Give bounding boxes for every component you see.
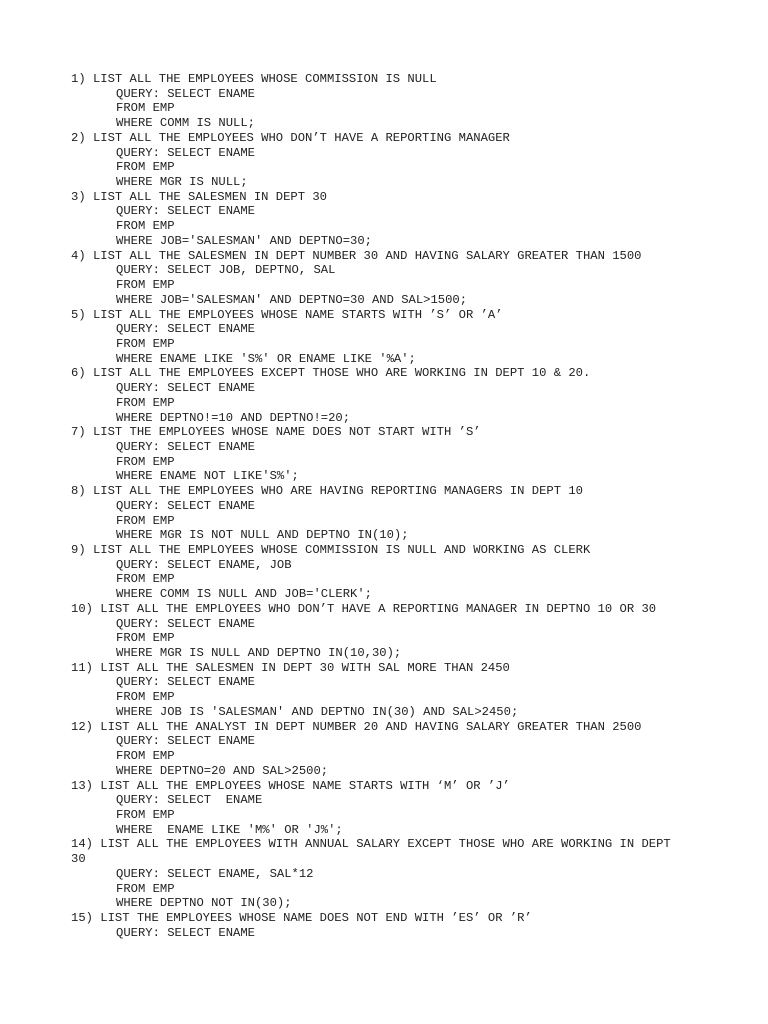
query-line: WHERE ENAME LIKE 'M%' OR 'J%'; [116, 822, 343, 837]
question-heading-2: 2) LIST ALL THE EMPLOYEES WHO DON’T HAVE A REPORTING MANAGER [71, 130, 510, 145]
question-heading-8: 8) LIST ALL THE EMPLOYEES WHO ARE HAVING REPORTING MANAGERS IN DEPT 10 [71, 484, 583, 499]
document-page [71, 72, 701, 940]
query-line: WHERE COMM IS NULL AND JOB='CLERK'; [116, 587, 372, 602]
query-line: WHERE DEPTNO=20 AND SAL>2500; [116, 763, 329, 778]
query-line: FROM EMP [116, 881, 175, 896]
query-line: WHERE JOB='SALESMAN' AND DEPTNO=30 AND SAL>1500; [116, 292, 468, 307]
query-line: QUERY: SELECT ENAME [116, 734, 255, 749]
query-line: WHERE ENAME LIKE 'S%' OR ENAME LIKE '%A'; [116, 351, 416, 366]
query-line: FROM EMP [116, 219, 175, 234]
query-line: FROM EMP [116, 749, 175, 764]
question-heading-11: 11) LIST ALL THE SALESMEN IN DEPT 30 WITH SAL MORE THAN 2450 [71, 660, 510, 675]
query-line: FROM EMP [116, 690, 175, 705]
query-line: QUERY: SELECT ENAME, SAL*12 [116, 866, 314, 881]
query-line: FROM EMP [116, 454, 175, 469]
query-line: QUERY: SELECT ENAME [116, 675, 255, 690]
query-line: WHERE JOB IS 'SALESMAN' AND DEPTNO IN(30) AND SAL>2450; [116, 704, 519, 719]
question-heading-15: 15) LIST THE EMPLOYEES WHOSE NAME DOES NOT END WITH ’ES’ OR ’R’ [71, 910, 532, 925]
question-heading-5: 5) LIST ALL THE EMPLOYEES WHOSE NAME STARTS WITH ’S’ OR ’A’ [71, 307, 503, 322]
question-heading-13: 13) LIST ALL THE EMPLOYEES WHOSE NAME STARTS WITH ‘M’ OR ’J’ [71, 778, 510, 793]
query-line: FROM EMP [116, 513, 175, 528]
query-line: QUERY: SELECT ENAME [116, 204, 255, 219]
query-line: QUERY: SELECT ENAME [116, 322, 255, 337]
query-line: FROM EMP [116, 807, 175, 822]
question-heading-3: 3) LIST ALL THE SALESMEN IN DEPT 30 [71, 189, 327, 204]
query-line: FROM EMP [116, 336, 175, 351]
query-line: WHERE JOB='SALESMAN' AND DEPTNO=30; [116, 233, 372, 248]
query-line: FROM EMP [116, 631, 175, 646]
query-line: WHERE MGR IS NULL AND DEPTNO IN(10,30); [116, 646, 402, 661]
query-line: WHERE COMM IS NULL; [116, 116, 255, 131]
query-line: FROM EMP [116, 572, 175, 587]
query-line: QUERY: SELECT JOB, DEPTNO, SAL [116, 263, 336, 278]
query-line: FROM EMP [116, 278, 175, 293]
question-heading-14-continued: 30 [71, 852, 86, 867]
question-heading-4: 4) LIST ALL THE SALESMEN IN DEPT NUMBER 30 AND HAVING SALARY GREATER THAN 1500 [71, 248, 642, 263]
question-heading-12: 12) LIST ALL THE ANALYST IN DEPT NUMBER 20 AND HAVING SALARY GREATER THAN 2500 [71, 719, 642, 734]
query-line: FROM EMP [116, 101, 175, 116]
query-line: QUERY: SELECT ENAME [116, 86, 255, 101]
query-line: WHERE DEPTNO NOT IN(30); [116, 896, 292, 911]
question-heading-6: 6) LIST ALL THE EMPLOYEES EXCEPT THOSE WHO ARE WORKING IN DEPT 10 & 20. [71, 366, 591, 381]
query-line: QUERY: SELECT ENAME [116, 381, 255, 396]
query-line: QUERY: SELECT ENAME [116, 616, 255, 631]
query-line: QUERY: SELECT ENAME [116, 498, 255, 513]
query-line: WHERE MGR IS NOT NULL AND DEPTNO IN(10); [116, 528, 409, 543]
question-heading-9: 9) LIST ALL THE EMPLOYEES WHOSE COMMISSION IS NULL AND WORKING AS CLERK [71, 543, 591, 557]
question-heading-7: 7) LIST THE EMPLOYEES WHOSE NAME DOES NOT START WITH ’S’ [71, 425, 481, 440]
query-line: QUERY: SELECT ENAME [116, 925, 255, 940]
question-heading-1: 1) LIST ALL THE EMPLOYEES WHOSE COMMISSION IS NULL [71, 72, 437, 86]
query-line: QUERY: SELECT ENAME [116, 439, 255, 454]
query-line: WHERE MGR IS NULL; [116, 175, 248, 190]
query-line: QUERY: SELECT ENAME [116, 793, 263, 808]
query-line: QUERY: SELECT ENAME [116, 145, 255, 160]
question-heading-14: 14) LIST ALL THE EMPLOYEES WITH ANNUAL SALARY EXCEPT THOSE WHO ARE WORKING IN DEPT [71, 837, 671, 852]
query-line: FROM EMP [116, 160, 175, 175]
query-line: WHERE ENAME NOT LIKE'S%'; [116, 469, 299, 484]
query-line: FROM EMP [116, 395, 175, 410]
question-heading-10: 10) LIST ALL THE EMPLOYEES WHO DON’T HAVE A REPORTING MANAGER IN DEPTNO 10 OR 30 [71, 601, 657, 616]
query-line: WHERE DEPTNO!=10 AND DEPTNO!=20; [116, 410, 351, 425]
query-line: QUERY: SELECT ENAME, JOB [116, 557, 292, 572]
